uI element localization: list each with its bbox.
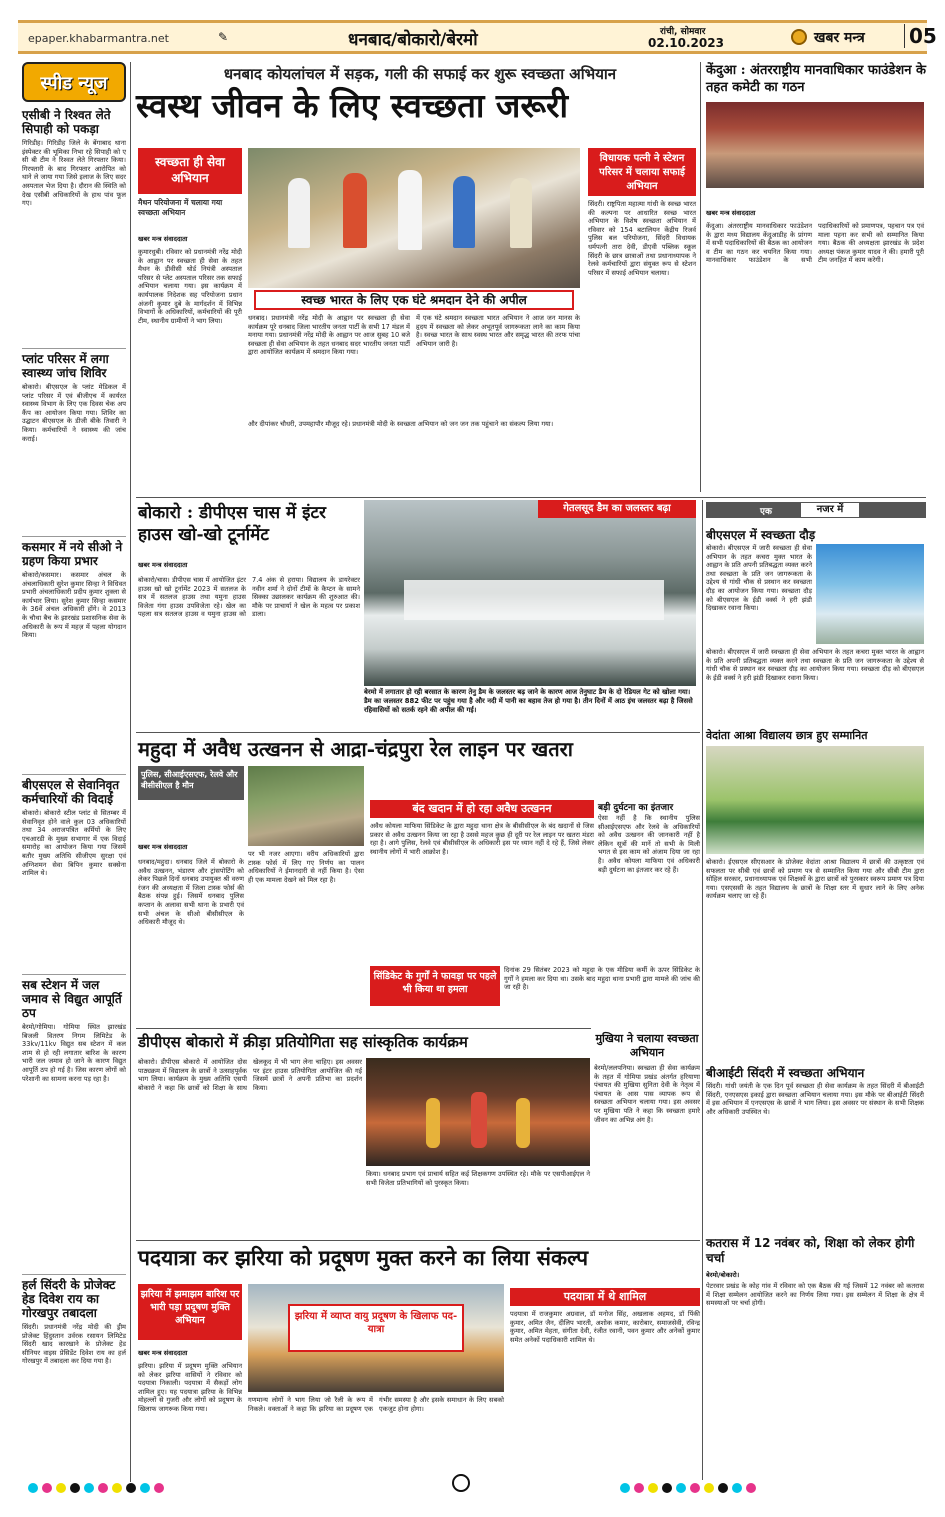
dam-title: गेतलसूद डैम का जलस्तर बढ़ा (538, 500, 696, 518)
lead-body-col2: धनबाद। प्रधानमंत्री नरेंद्र मोदी के आह्वान पर स्वच्छता ही सेवा कार्यक्रम पूरे धनबाद जिला भारतीय जनता पार्टी के सभी 17 मंडल में मनाया गया। प्रधानमंत्री नरेंद्र मोदी के आह्वान पर आज सुबह 10 बजे स्वच्छता ही सेवा अभियान के तहत धनबाद सदर भारतीय जनता पार्टी द्वारा आयोजित कार्यक्रम में श्रमदान किया गया। (248, 314, 410, 357)
jharia-head: पदयात्रा कर झरिया को प्रदूषण मुक्त करने का लिया संकल्प (138, 1245, 589, 1270)
speed-news-item (22, 348, 126, 536)
brand-name: खबर मन्त्र (814, 30, 865, 46)
syndicate-box: सिंडिकेट के गुर्गों ने फावड़ा पर पहले भी किया था हमला (370, 966, 500, 1006)
section-divider (136, 497, 926, 498)
katras-byline: बेरमो/बोकारो। (706, 1271, 740, 1279)
rail-box-body: अवैध कोयला माफिया सिंडिकेट के द्वारा महुदा थाना क्षेत्र के बीसीसीएल के बंद खदानों से जिस प्रकार से अवैध उत्खनन किया जा रहा है उससे महज कुछ ही दूरी पर रेल लाइन पर खतरा मंडरा रहा है। आगे पुलिस, रेलवे एवं बीसीसीएल के अधिकारी इस पर ध्यान नहीं दे रहे हैं, जिसे लेकर स्थानीय लोगों में भारी आक्रोश है। (370, 822, 594, 856)
dancer-figure-icon (516, 1098, 530, 1148)
syndicate-body: दिनांक 29 सितंबर 2023 को महुदा के एक मीडिया कर्मी के ऊपर सिंडिकेट के गुर्गों ने हमला कर दिया था। उसके बाद महुदा थाना प्रभारी द्वारा मामले की जांच की जा रही है। (504, 966, 700, 992)
speed-news-title: बीएसएल से सेवानिवृत कर्मचारियों की विदाई (22, 778, 120, 806)
rail-body-2: पर भी नजर आएगा। वरीय अधिकारियों द्वारा टास्क फोर्स में लिए गए निर्णय का पालन अधिकारियों ने ईमानदारी से नहीं किया है। ऐसा ही एक मामला देखने को मिल रहा है। (248, 850, 364, 884)
site-url[interactable]: epaper.khabarmantra.net (28, 32, 169, 45)
dps-stage-photo (366, 1058, 590, 1166)
jharia-body: झरिया। झरिया में प्रदूषण मुक्ति अभियान को लेकर झरिया वासियों ने रविवार को पदयात्रा निकाली। पदयात्रा में सैकड़ों लोग शामिल हुए। यह पदयात्रा झरिया के विभिन्न मोहल्लों से गुजरी और लोगों को प्रदूषण के खिलाफ जागरूक किया गया। (138, 1362, 242, 1413)
speed-news-item (22, 536, 126, 774)
rail-side-head: पुलिस, सीआईएसएफ, रेलवे और बीसीसीएल है मौन (138, 766, 244, 800)
nazar-item-body: बोकारो। बीएसएल में जारी स्वच्छता ही सेवा अभियान के तहत कचरा मुक्त भारत के आह्वान के प्रति अपनी प्रतिबद्धता व्यक्त करने तथा स्वच्छता के प्रति जन जागरूकता के उद्देश्य से गांधी चौक से प्रस्थान कर स्वच्छता दौड़ का आयोजन किया गया। स्वच्छता दौड़ को बीएसएल के ईडी वर्क्स ने हरी झंडी दिखाकर रवाना किया। (706, 544, 812, 613)
lead-body-col3: में एक घंटे श्रमदान स्वच्छता भारत अभियान ने आज जन मानस के हृदय में स्वच्छता को लेकर अभूतपूर्व जागरूकता लाने का काम किया है। स्वच्छ भारत के साथ स्वस्थ भारत और समृद्ध भारत की तरफ पांचा अभियान जारी है। (416, 314, 580, 348)
speed-news-item (22, 974, 126, 1274)
nazar-label-2: नजर में (800, 502, 860, 518)
dancer-figure-icon (426, 1098, 440, 1148)
speed-news-body: गिरिडीह। गिरिडीह जिले के बेंगाबाद थाना इंस्पेक्टर की भूमिका निभा रहे सिपाही को ए सी बी टीम ने रिश्वत लेते गिरफ्तार किया। गिरफ्तारी के बाद गिरफ्तार आरोपित को थाने ले जाया गया जिसे इलाज के लिए सदर अस्पताल भेज दिया है। दौरान की स्थिति को देख एसीबी अधिकारियों के हाथ पांव फूल गए। (22, 139, 126, 208)
registration-mark-icon (452, 1474, 470, 1492)
kho-kho-byline: खबर मन्त्र संवाददाता (138, 561, 188, 569)
lead-bullet: मैथन परियोजना में चलाया गया स्वच्छता अभियान (138, 198, 223, 217)
speed-news-item (22, 108, 126, 348)
dps-sports-head: डीपीएस बोकारो में क्रीड़ा प्रतियोगिता सह सांस्कृतिक कार्यक्रम (138, 1033, 468, 1051)
lead-side-head: स्वच्छता ही सेवा अभियान (138, 148, 242, 194)
jharia-side-body: पदयात्रा में राजकुमार अग्रवाल, डॉ मनोज सिंह, अखलाक अहमद, डॉ पिंकी कुमार, अमित जैन, दीलिप भारती, अशोक कमार, कारोबार, समाजसेवी, रविन्द्र कुमार, अमित मेहता, संगीता देवी, रंजीत रवानी, पवन कुमार और अनेकों कुमार समेत अनेकों पदाधिकारी शामिल थे। (510, 1310, 700, 1344)
dancer-figure-icon (471, 1092, 487, 1148)
lead-body-col1: कुमारधुबी। रविवार को प्रधानमंत्री नरेंद्र मोदी के आह्वान पर स्वच्छता ही सेवा के तहत मैथन के डीवीसी थोर्ड नियंत्री अस्पताल परिसर से प्लेट अस्पताल परिसर तक सफाई अभियान चलाया गया। इस कार्यक्रम में कार्यपालक निदेशक सह परियोजना प्रधान अंजनी कुमार दुबे के मार्गदर्शन में विभिन्न विभागों के अधिकारियों, कर्मचारियों की पूरी टीम, स्थानीय ग्रामीणों ने भाग लिया। (138, 248, 242, 325)
speed-news-item (22, 1274, 126, 1484)
dps-sports-body-2: किया। धनबाद प्रभाग एवं प्राचार्य सहित कई शिक्षकगण उपस्थित रहे। मौके पर एसपीआईएल ने सभी विजेता प्रतिभागियों को पुरस्कृत किया। (366, 1170, 590, 1187)
speed-news-body: बोकारो। बोकारो स्टील प्लांट से सितम्बर में सेवानिवृत होने वाले कुल 03 अधिकारियों तथा 34 अराजपत्रित कर्मियों के लिए एचआरडी के मुख्य सभागार में एक विदाई समारोह का आयोजन किया गया जिसमें बतौर मुख्य अतिथि सीजीएम सुरक्षा एवं अग्निशमन सेवा बिपिन कुमार सक्सेना शामिल थे। (22, 809, 126, 878)
lead-photo-banner: स्वच्छ भारत के लिए एक घंटे श्रमदान देने की अपील (254, 290, 574, 310)
lead-body-col4: और दीपांकर चौधरी, उपमहापौर मौजूद रहे। प्रधानमंत्री मोदी के स्वच्छता अभियान को जन जन तक पहुंचाने का संकल्प लिया गया। (248, 420, 554, 428)
disaster-head: बड़ी दुर्घटना का इंतजार (598, 803, 674, 813)
nazar-item-title: बीएसएल में स्वच्छता दौड़ (706, 528, 816, 542)
page-number: 05 (904, 24, 937, 48)
speed-news-body: सिंदरी। प्रधानमंत्री नरेंद्र मोदी की ड्रीम प्रोजेक्ट हिंदुस्तान उर्वरक रसायन लिमिटेड सिंदरी खाद कारखाने के प्रोजेक्ट हेड सीनियर वाइस प्रेसिडेंट दिवेश राय का हर्ल गोरखपुर में तबादला कर दिया गया है। (22, 1323, 126, 1366)
dam-spillway (404, 580, 664, 620)
rail-head: महुदा में अवैध उत्खनन से आद्रा-चंद्रपुरा रेल लाइन पर खतरा (138, 737, 573, 761)
speed-news-body: बोकारो/कसमार। कसमार अंचल के अंचलाधिकारी सुरेश कुमार सिन्हा ने विधिवत प्रभारी अंचलाधिकारी प्रदीप कुमार शुक्ला से कार्यभार लिया। सुरेश कुमार सिन्हा कसमार के 36वें अंचल अधिकारी होंगे। वे 2013 के चौथा बैच के झारखंड प्रशासनिक सेवा के अधिकारी के रूप में महज़ में पहला योगदान किया। (22, 571, 126, 640)
sindri-body: सिंदरी। राष्ट्रपिता महात्मा गांधी के स्वच्छ भारत की कल्पना पर आधारित स्वच्छ भारत अभियान के विशेष स्वच्छता अभियान में रविवार को 154 बटालियन केंद्रीय रिजर्व पुलिस बल परियोजना, सिंदरी विधायक धर्मपत्नी तारा देवी, डीएवी पब्लिक स्कूल सिंदरी के छात्र छात्राओं तथा प्रधानाध्यापक ने रेलवे कर्मचारियों द्वारा संयुक्त रूप से स्टेशन परिसर में सफाई अभियान चलाया। (588, 200, 696, 277)
brand-logo-icon (791, 29, 807, 45)
speed-news-body: बेरमो/गोमिया। गोमिया स्थित झारखंड बिजली वितरण निगम लिमिटेड के 33kv/11kv विद्युत सब स्टेशन में कल शाम से हो रही लगातार बारिश के कारण भारी जल जमाव हो जाने के कारण विद्युत आपूर्ति ठप हो गई है। जिस कारण लोगों को परेशानी का सामना करना पड़ रहा है। (22, 1023, 126, 1083)
column-divider (702, 500, 703, 1480)
bit-sindri-head: बीआईटी सिंदरी में स्वच्छता अभियान (706, 1066, 865, 1080)
rail-byline: खबर मन्त्र संवाददाता (138, 843, 188, 851)
rail-body: धनबाद/महुदा। धनबाद जिले में बोकारो के अवैध उत्खनन, भंडारण और ट्रांसपोर्टिंग को लेकर पिछले दिनों धनबाद उपायुक्त श्री वरुण रंजन की अध्यक्षता में जिला टास्क फोर्स की बैठक संपन्न हुई। जिसमें धनबाद पुलिस कप्तान के अलावा सभी थाना के प्रभारी एवं सभी अंचल के सीओ बीसीसीएल के अधिकारी मौजूद थे। (138, 858, 244, 927)
city-day: रांची, सोमवार (660, 27, 706, 37)
speed-news-logo (22, 62, 126, 102)
broom-figure-icon (288, 178, 310, 248)
lead-kicker: धनबाद कोयलांचल में सड़क, गली की सफाई कर शुरू स्वच्छता अभियान (223, 65, 617, 83)
rail-box-head: बंद खदान में हो रहा अवैध उत्खनन (370, 800, 594, 818)
section-divider (136, 1028, 591, 1029)
katras-head: कतरास में 12 नवंबर को, शिक्षा को लेकर होगी चर्चा (706, 1236, 915, 1265)
jharia-rally-photo (248, 1284, 504, 1392)
jharia-banner (288, 1304, 464, 1352)
katras-body: पेटरवार प्रखंड के कोह गांव में रविवार को एक बैठक की गई जिसमें 12 नवंबर को कतरास में शिक्षा सम्मेलन आयोजित करने का निर्णय लिया गया। इस सम्मेलन में शिक्षा के क्षेत्र में समस्याओं पर चर्चा होगी। (706, 1282, 924, 1308)
speed-news-title: एसीबी ने रिश्वत लेते सिपाही को पकड़ा (22, 108, 111, 136)
broom-figure-icon (398, 170, 422, 250)
speed-news-title: सब स्टेशन में जल जमाव से विद्युत आपूर्ति ठप (22, 978, 122, 1020)
speed-news-title: हर्ल सिंदरी के प्रोजेक्ट हेड दिवेश राय का गोरखपुर तबादला (22, 1278, 116, 1320)
issue-date: 02.10.2023 (648, 36, 724, 50)
disaster-body: ऐसा नहीं है कि स्थानीय पुलिस सीआईएसएफ और रेलवे के अधिकारियों को अवैध उत्खनन की जानकारी नहीं है लेकिन सूत्रों की मानें तो सभी के मिली भगत से इस काम को अंजाम दिया जा रहा है। अवैध कोयला माफिया एवं अधिकारी बड़ी दुर्घटना का इंतजार कर रहे हैं। (598, 814, 700, 874)
lead-photo (248, 148, 580, 288)
jharia-byline: खबर मन्त्र संवाददाता (138, 1349, 188, 1357)
dam-photo (364, 500, 696, 686)
broom-figure-icon (453, 176, 475, 248)
nazar-run-photo (816, 544, 924, 644)
speed-news-column (22, 108, 126, 1488)
section-divider (136, 732, 700, 733)
jharia-side-head: पदयात्रा में थे शामिल (510, 1288, 700, 1306)
right-top-body: केंदुआ। अंतरराष्ट्रीय मानवाधिकार फाउंडेशन के द्वारा मध्य विद्यालय केंदुआडीह के प्रांगण में सभी पदाधिकारियों की बैठक का आयोजन व टीम का गठन कर चयनित किया गया। मानवाधिकार फाउंडेशन के सभी पदाधिकारियों को प्रमाणपत्र, पहचान पत्र एवं माला पहना कर सभी को सम्मानित किया गया। बैठक की अध्यक्षता झारखंड के प्रदेश अध्यक्ष पंकज कुमार यादव ने की। हमारी पूरी टीम जनहित में काम करेगी। (706, 222, 924, 265)
broom-figure-icon (343, 173, 367, 248)
jharia-box-head: झरिया में झमाझम बारिश पर भारी पड़ा प्रदूषण मुक्ति अभियान (138, 1284, 242, 1340)
column-divider (700, 62, 701, 492)
nazar-label-1: एक (760, 507, 772, 517)
kho-kho-body: बोकारो/चास। डीपीएस चास में आयोजित इंटर हाउस खो खो टूर्नामेंट 2023 में सतलज के सत्र में सतलज हाउस तथा यमुना हाउस विजेता गंगा हाउस उपविजेता रहे। खेल का पहला सत्र सतलज हाउस व यमुना हाउस को 7.4 अंक से हराया। विद्यालय के डायरेक्टर नवीन शर्मा ने दोनों टीमों के कैप्टन के सामने सिक्का उछालकर कार्यक्रम की शुरुआत की। मौके पर प्राचार्या ने खेल के महत्व पर प्रकाश डाला। (138, 576, 360, 619)
kho-kho-head: बोकारो : डीपीएस चास में इंटर हाउस खो-खो टूर्नामेंट (138, 503, 326, 545)
jharia-banner-text: झरिया में व्याप्त वायु प्रदूषण के खिलाफ पद-यात्रा (294, 1311, 458, 1335)
right-top-byline: खबर मन्त्र संवाददाता (706, 209, 756, 217)
mukhiya-head: मुखिया ने चलाया स्वच्छता अभियान (595, 1032, 699, 1059)
speed-news-body: बोकारो। बीएसएल के प्लांट मेडिकल में प्लांट परिसर में एवं बीजीएच में कार्यरत स्वास्थ्य विभाग के लिए एक दिवस चेक अप कैंप का आयोजन किया गया। शिविर का उद्घाटन बीएसएल के डीजी बीके तिवारी ने किया। कर्मचारियों ने स्वास्थ्य की जांच कराई। (22, 383, 126, 443)
broom-figure-icon (510, 178, 532, 248)
vedanta-photo (706, 746, 924, 854)
column-divider (130, 62, 131, 1482)
footer-color-dots-right (620, 1478, 920, 1492)
dps-sports-body: बोकारो। डीपीएस बोकारो में आयोजित दोस पाठ्यक्रम में विद्यालय के छात्रों ने उत्साहपूर्वक भाग लिया। कार्यक्रम के मुख्य अतिथि एसपी बोकारो ने कहा कि छात्रों को शिक्षा के साथ खेलकूद में भी भाग लेना चाहिए। इस अवसर पर इंटर हाउस प्रतियोगिता आयोजित की गई जिसमें छात्रों ने अपनी प्रतिभा का प्रदर्शन किया। (138, 1058, 362, 1092)
section-title: धनबाद/बोकारो/बेरमो (348, 30, 478, 50)
nazar-item-body-cont: बोकारो। बीएसएल में जारी स्वच्छता ही सेवा अभियान के तहत कचरा मुक्त भारत के आह्वान के प्रति अपनी प्रतिबद्धता व्यक्त करने तथा स्वच्छता के प्रति जन जागरूकता के उद्देश्य से गांधी चौक से प्रस्थान कर स्वच्छता दौड़ का आयोजन किया गया। स्वच्छता दौड़ को बीएसएल के ईडी वर्क्स ने हरी झंडी दिखाकर रवाना किया। (706, 648, 924, 682)
cursor-icon: ✎ (218, 30, 229, 44)
dam-caption: बेरमो में लगातार हो रही बरसात के कारण तेनु डैम के जलस्तर बढ़ जाने के कारण आज तेनुघाट डैम के दो रेडियल गेट को खोला गया। डैम का जलस्तर 882 फीट पर पहुंच गया है और नदी में पानी का बहाव तेज हो गया है। तीन दिनों में आठ इंच जलस्तर बढ़ा है जिससे रहिवासियों को सतर्क रहने की अपील की गई। (364, 688, 693, 714)
section-divider (136, 1240, 700, 1241)
speed-news-item (22, 774, 126, 974)
bit-sindri-body: सिंदरी। गांधी जयंती के एक दिन पूर्व स्वच्छता ही सेवा कार्यक्रम के तहत सिंदरी में बीआईटी सिंदरी, एनएसएस इकाई द्वारा स्वच्छता अभियान चलाया गया। इस मौके पर बीआईटी सिंदरी में इस अभियान में एनएसएस के छात्रों ने भाग लिया। इस अवसर पर संस्थान के सभी शिक्षक और अधिकारी उपस्थित थे। (706, 1082, 924, 1116)
lead-byline: खबर मन्त्र संवाददाता (138, 235, 188, 243)
speed-news-title: प्लांट परिसर में लगा स्वास्थ्य जांच शिविर (22, 352, 109, 380)
masthead (18, 20, 937, 54)
speed-news-label: स्पीड न्यूज (40, 73, 108, 94)
lead-headline: स्वस्थ जीवन के लिए स्वच्छता जरूरी (136, 86, 569, 125)
sindri-head: विधायक पत्नी ने स्टेशन परिसर में चलाया सफाई अभियान (588, 148, 696, 196)
rail-photo (248, 766, 364, 846)
right-top-head: केंदुआ : अंतरराष्ट्रीय मानवाधिकार फाउंडेशन के तहत कमेटी का गठन (706, 63, 926, 95)
vedanta-title: वेदांता आश्रा विद्यालय छात्र हुए सम्मानित (706, 729, 868, 742)
speed-news-title: कसमार में नये सीओ ने ग्रहण किया प्रभार (22, 540, 123, 568)
footer-color-dots-left (28, 1478, 328, 1492)
jharia-body-2: गणमान्य लोगों ने भाग लिया जो रैली के रूप में निकले। वक्ताओं ने कहा कि झरिया का प्रदूषण एक गंभीर समस्या है और इसके समाधान के लिए सबको एकजुट होना होगा। (248, 1396, 504, 1413)
right-top-photo (706, 102, 924, 188)
vedanta-body: बोकारो। ईएसएल सीएसआर के प्रोजेक्ट वेदांता आश्रा विद्यालय में छात्रों की उत्कृष्टता एवं सफलता पर सीबी एवं छात्रों को प्रमाण पत्र से सम्मानित किया गया और सीबी टीम द्वारा सोहिल सरकार, प्रधानाध्यापक एवं शिक्षकों के द्वारा छात्रों को पुरस्कार स्वरूप प्रमाण पत्र दिया गया। एसएससी के तहत विद्यालय के छात्रों के शिक्षा स्तर में सुधार लाने के लिए अनेक कार्यक्रम चलाए जा रहे हैं। (706, 858, 924, 901)
mukhiya-body: बेरमो/ललपनिया। स्वच्छता ही सेवा कार्यक्रम के तहत में गोमिया प्रखंड अंतर्गत हरियाणा पंचायत की मुखिया सुनिता देवी के नेतृत्व में पंचायत के आस पास व्यापक रूप से स्वच्छता अभियान चलाया गया। इस अवसर पर मुखिया पति ने कहा कि स्वच्छता हमारे जीवन का अभिन्न अंग है। (594, 1064, 700, 1124)
